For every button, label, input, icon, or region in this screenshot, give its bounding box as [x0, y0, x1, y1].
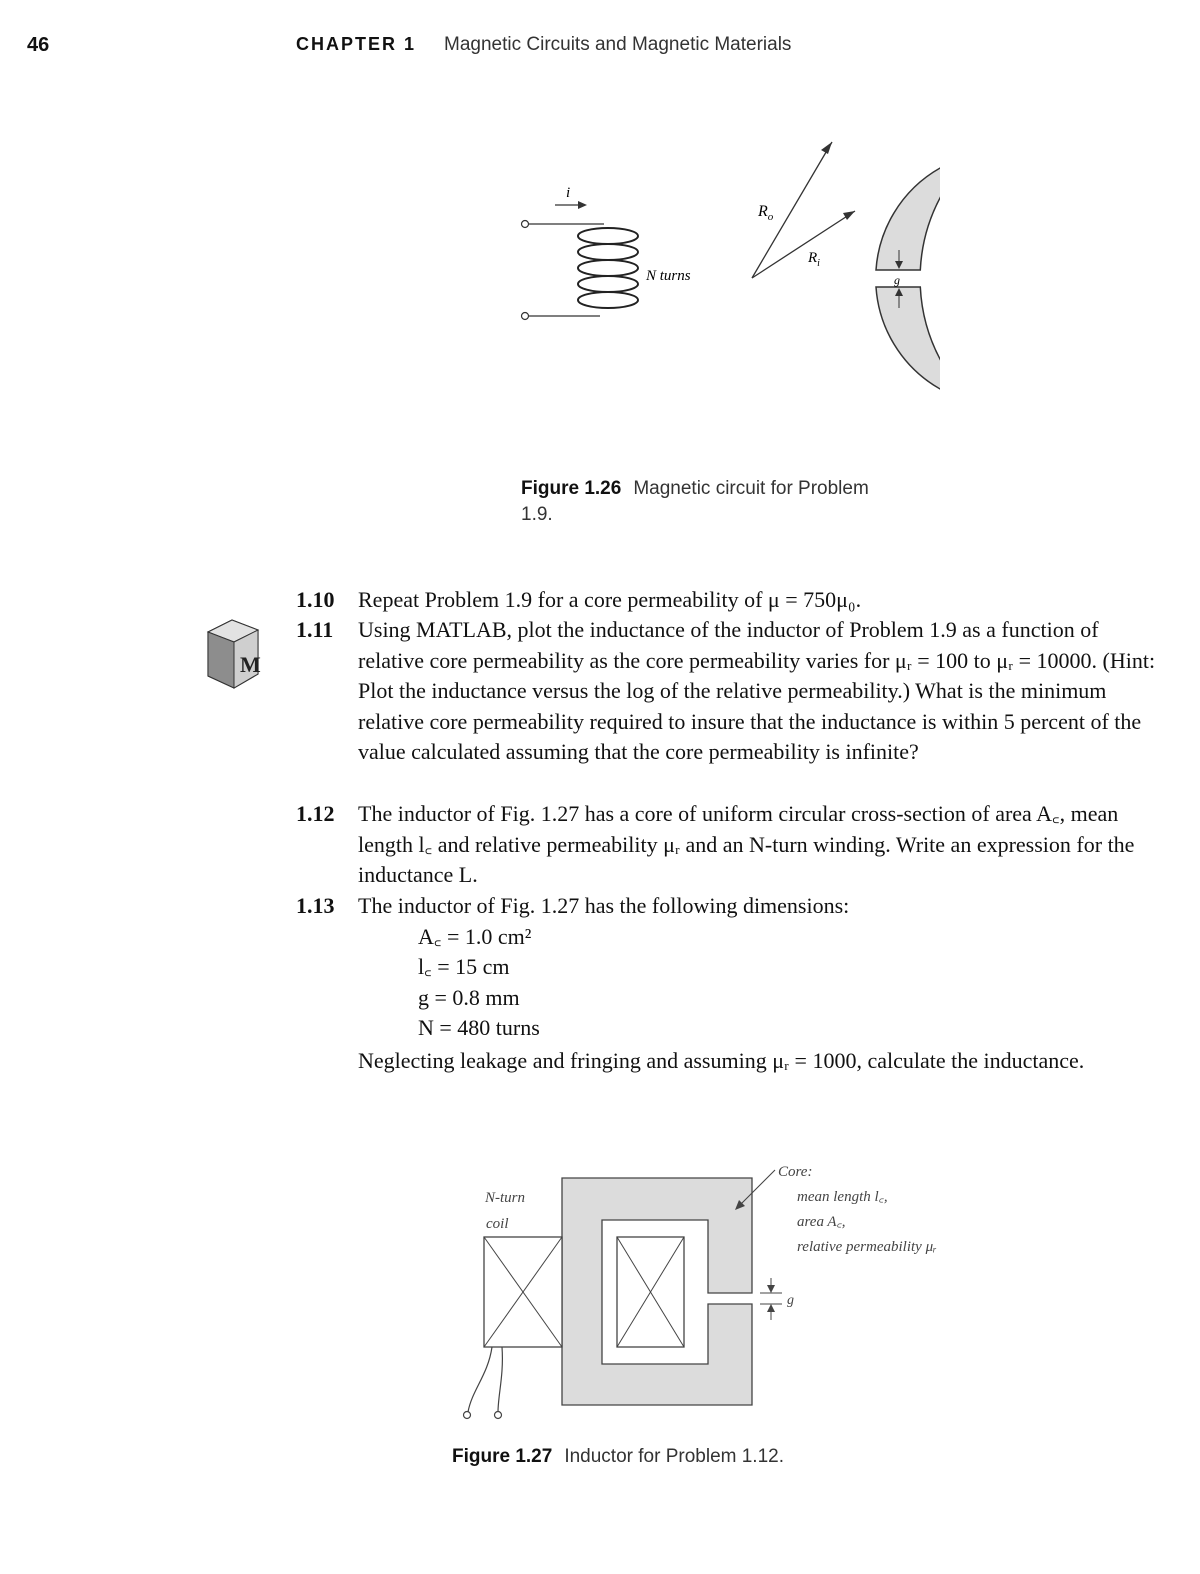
- current-label: i: [566, 185, 571, 201]
- terminal-right: [495, 1412, 502, 1419]
- dimension-line: N = 480 turns: [418, 1015, 540, 1041]
- terminal-left: [464, 1412, 471, 1419]
- problem-text: The inductor of Fig. 1.27 has the following dimensions:: [358, 893, 850, 918]
- gap-label: g: [894, 273, 900, 287]
- core-label-line2: area A꜀,: [797, 1214, 846, 1230]
- problem-text: Using MATLAB, plot the inductance of the inductor of Problem 1.9 as a function of relative core permeability as the core permeability varies for μᵣ = 100 to μᵣ = 10000. (Hint: Plot the inductance versus the log of the relative permeability.) What is the minimum relative core permeability required to insure that the inductance is within 5 percent of the value calculated assuming that the core permeability is infinite?: [358, 617, 1156, 765]
- core-label-line3: relative permeability μᵣ: [797, 1239, 937, 1255]
- dimension-line: g = 0.8 mm: [418, 984, 520, 1010]
- matlab-cube-icon: [200, 612, 264, 692]
- problem-number: 1.12: [296, 801, 335, 826]
- figure-1-26-diagram: [500, 100, 940, 470]
- toroid-core: [876, 105, 940, 451]
- coil-label-line1: N-turn: [485, 1190, 526, 1206]
- turns-label: N turns: [646, 268, 691, 284]
- dimension-line: A꜀ = 1.0 cm²: [418, 923, 532, 949]
- figure-number: Figure 1.27: [452, 1446, 553, 1467]
- problem-1-10: [296, 585, 1156, 616]
- chapter-title: Magnetic Circuits and Magnetic Materials: [444, 34, 792, 55]
- figure-1-27-caption: [452, 1444, 912, 1470]
- page-number: 46: [27, 34, 50, 56]
- coil-label-line2: coil: [486, 1216, 509, 1232]
- winding-coil: [578, 228, 638, 308]
- figure-1-26-caption: [521, 476, 881, 528]
- problem-1-12: [296, 799, 1156, 891]
- gap-label: g: [787, 1293, 794, 1308]
- chapter-label: CHAPTER 1: [296, 34, 417, 54]
- figure-1-27-diagram: [440, 1150, 1020, 1435]
- problem-number: 1.10: [296, 587, 335, 612]
- problem-1-11: [296, 615, 1156, 768]
- core-label-title: Core:: [778, 1164, 813, 1180]
- problem-followup: Neglecting leakage and fringing and assuming μᵣ = 1000, calculate the inductance.: [358, 1047, 1085, 1073]
- figure-number: Figure 1.26: [521, 478, 622, 499]
- dimension-line: l꜀ = 15 cm: [418, 954, 510, 980]
- svg-text:M: M: [240, 652, 261, 677]
- terminal-top: [522, 221, 529, 228]
- core-label-line1: mean length l꜀,: [797, 1189, 888, 1205]
- outer-radius-label: $R_o$: [758, 203, 774, 223]
- problem-number: 1.11: [296, 617, 334, 642]
- terminal-bottom: [522, 313, 529, 320]
- figure-caption-text: Magnetic circuit for Problem 1.9.: [521, 478, 869, 525]
- problem-text: Repeat Problem 1.9 for a core permeability of μ = 750μ₀.: [358, 587, 862, 612]
- problem-text: The inductor of Fig. 1.27 has a core of uniform circular cross-section of area A꜀, mean length l꜀ and relative permeability μᵣ and an N-turn winding. Write an expression for the inductance L.: [358, 801, 1135, 888]
- inner-radius-label: $R_i$: [808, 250, 820, 269]
- figure-caption-text: Inductor for Problem 1.12.: [564, 1446, 784, 1467]
- problem-1-13: [296, 891, 1156, 1077]
- problem-number: 1.13: [296, 893, 335, 918]
